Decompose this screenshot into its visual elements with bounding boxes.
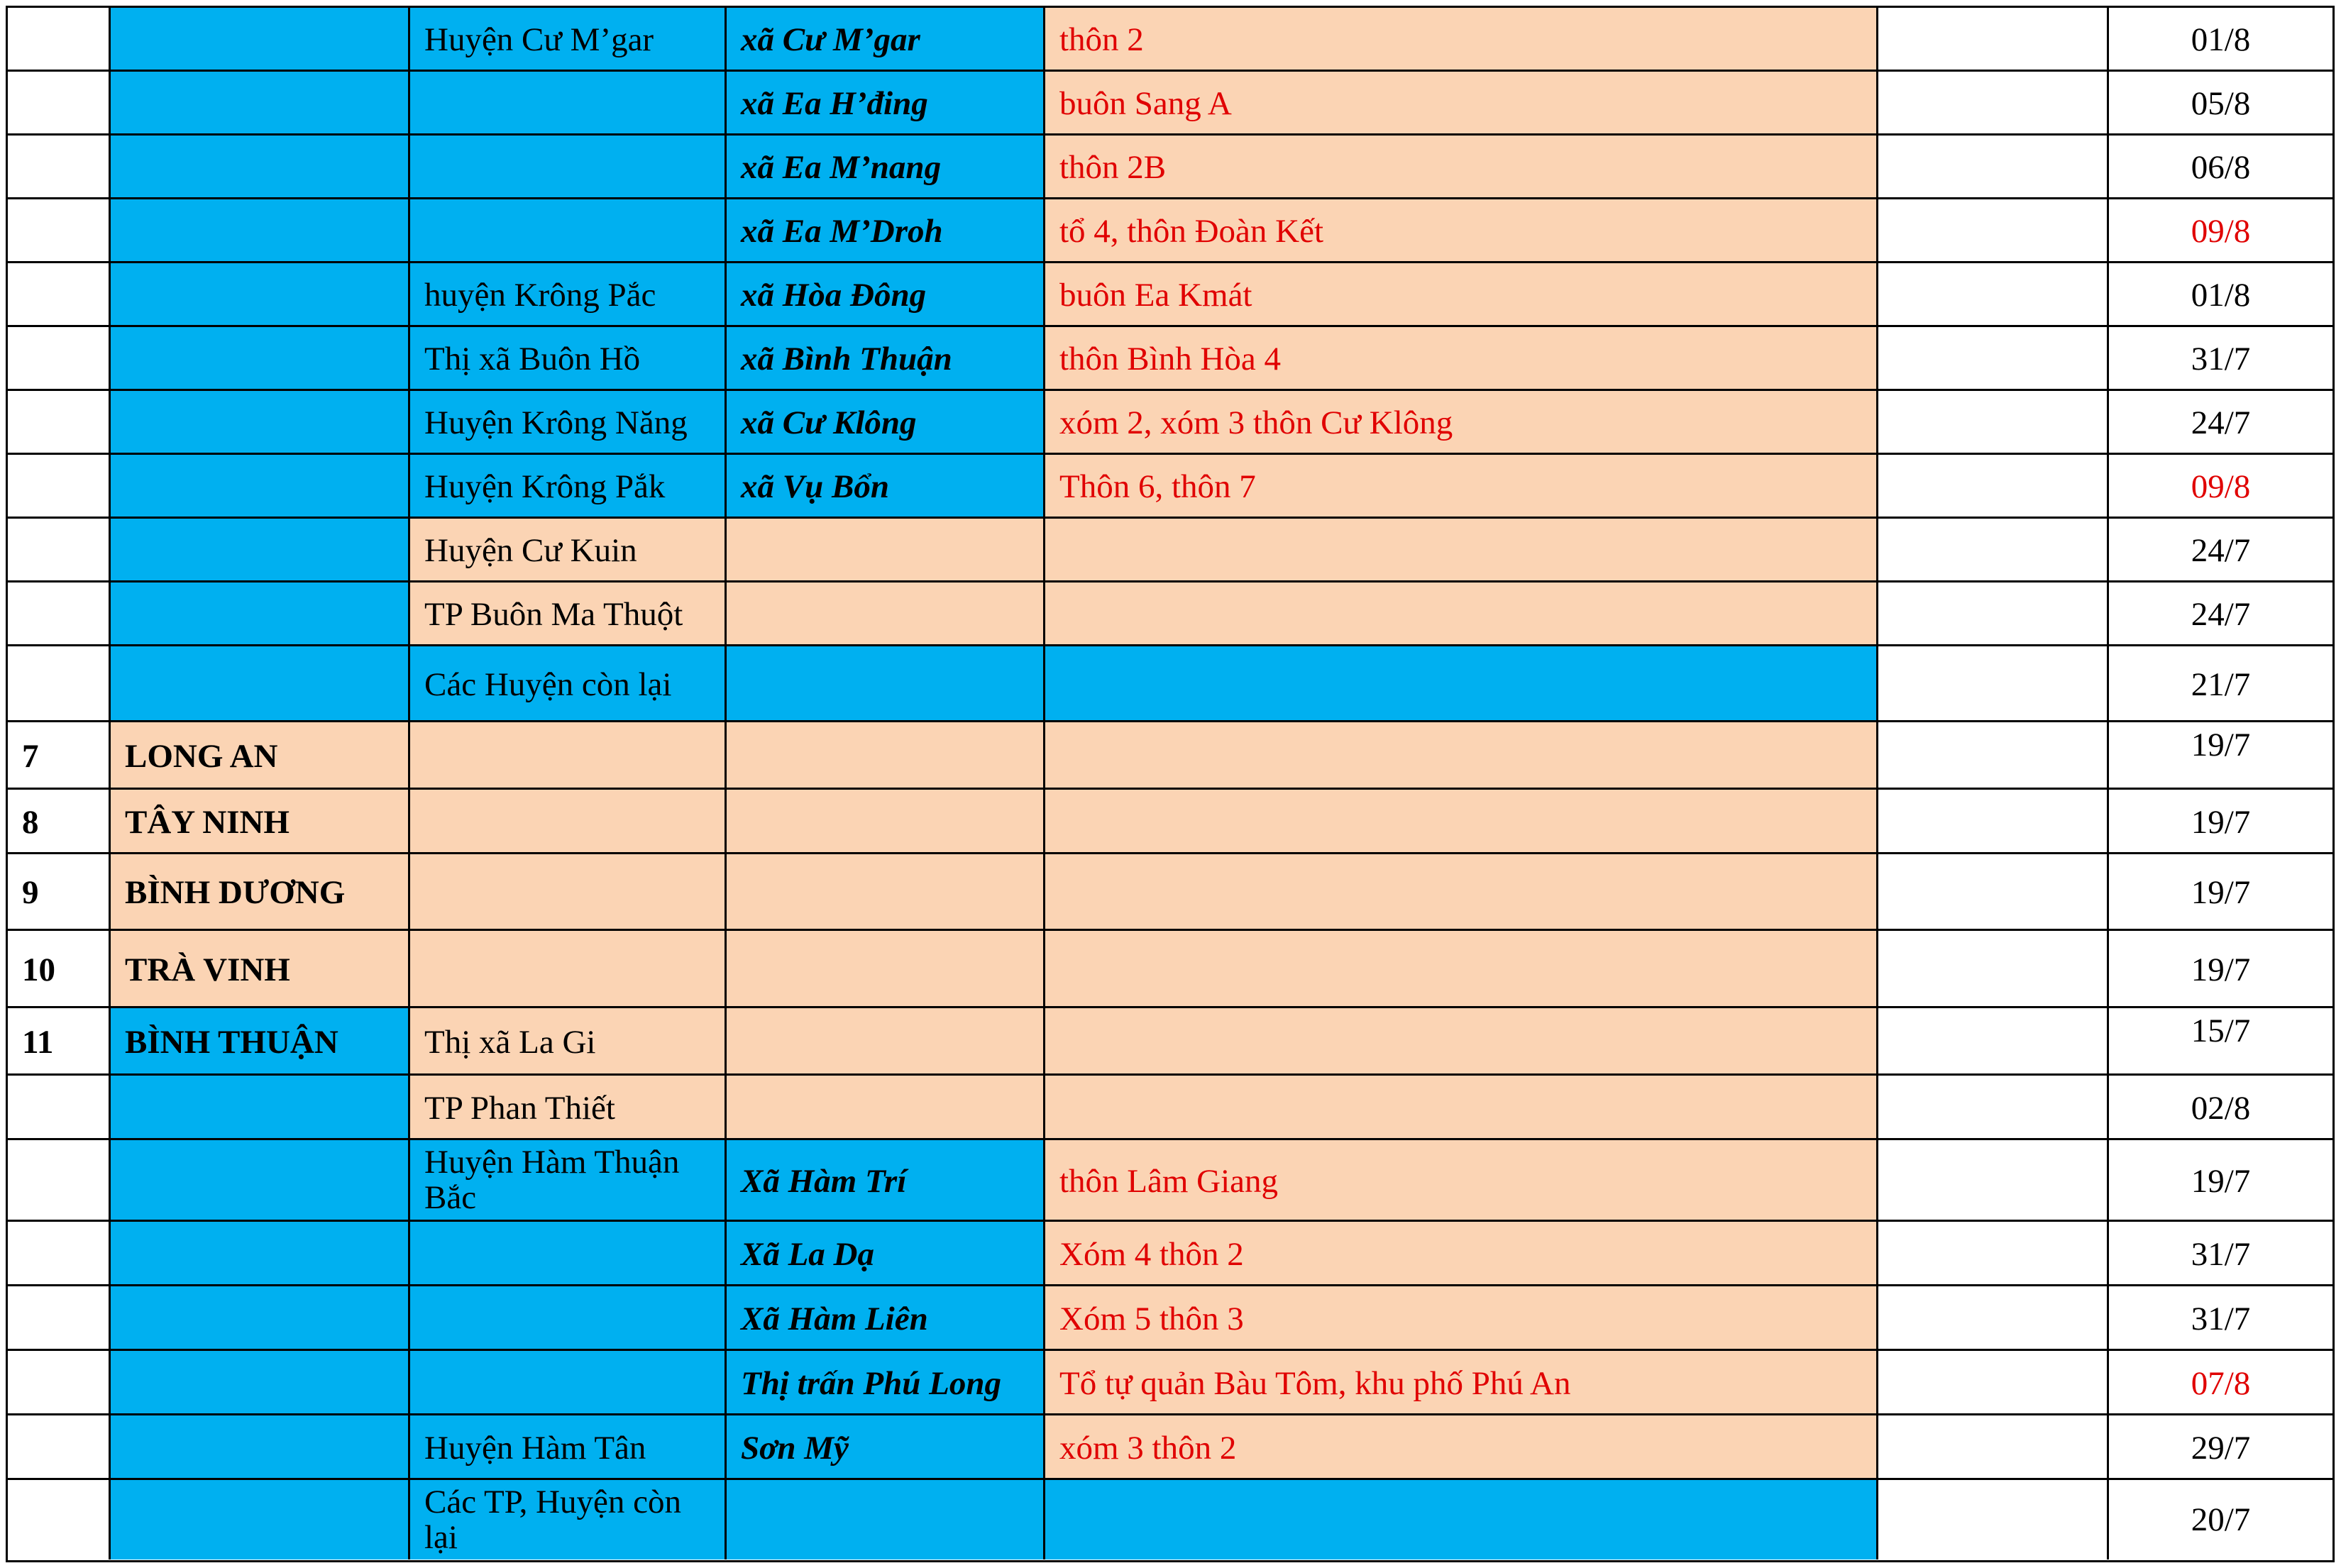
village-cell [1045, 455, 1878, 519]
province-cell [111, 646, 410, 722]
date-cell [2109, 1222, 2332, 1286]
date-cell [2109, 583, 2332, 646]
date-text: 24/7 [2191, 404, 2251, 441]
village-cell [1045, 1008, 1878, 1076]
district-text: Các Huyện còn lại [424, 666, 672, 703]
notes-cell [1878, 790, 2109, 854]
commune-cell [727, 72, 1045, 136]
notes-cell [1878, 1480, 2109, 1559]
district-text: TP Buôn Ma Thuột [424, 596, 683, 633]
district-text: Các TP, Huyện còn lại [424, 1484, 682, 1556]
row-number-cell [8, 199, 111, 263]
commune-text: xã Bình Thuận [741, 341, 952, 377]
commune-text: Thị trấn Phú Long [741, 1365, 1001, 1402]
district-cell [410, 199, 727, 263]
commune-text: xã Ea M’Droh [741, 213, 943, 250]
village-text: tổ 4, thôn Đoàn Kết [1059, 213, 1324, 250]
district-cell [410, 263, 727, 327]
notes-cell [1878, 931, 2109, 1008]
notes-cell [1878, 327, 2109, 391]
notes-cell [1878, 1286, 2109, 1351]
province-cell [111, 391, 410, 455]
province-text: BÌNH THUẬN [125, 1024, 338, 1061]
date-cell [2109, 136, 2332, 199]
province-cell [111, 72, 410, 136]
notes-cell [1878, 583, 2109, 646]
row-number-cell [8, 455, 111, 519]
commune-cell [727, 583, 1045, 646]
row-number-cell [8, 1008, 111, 1076]
province-text: TRÀ VINH [125, 951, 290, 988]
district-text: Huyện Hàm Tân [424, 1430, 646, 1467]
date-text: 31/7 [2191, 1236, 2251, 1273]
row-number-text: 8 [22, 804, 39, 841]
row-number-cell [8, 1140, 111, 1222]
district-text: Huyện Cư M’gar [424, 21, 654, 58]
province-cell [111, 790, 410, 854]
date-text: 31/7 [2191, 341, 2251, 377]
province-cell [111, 1480, 410, 1559]
date-cell [2109, 931, 2332, 1008]
date-text: 29/7 [2191, 1430, 2251, 1467]
date-text: 09/8 [2191, 468, 2251, 505]
district-text: Thị xã La Gi [424, 1024, 596, 1061]
village-text: thôn Bình Hòa 4 [1059, 341, 1282, 377]
date-text: 05/8 [2191, 85, 2251, 122]
date-cell [2109, 854, 2332, 931]
date-text: 19/7 [2191, 727, 2251, 763]
village-text: thôn Lâm Giang [1059, 1163, 1279, 1200]
row-number-cell [8, 1415, 111, 1480]
commune-cell [727, 1286, 1045, 1351]
row-number-cell [8, 1076, 111, 1140]
row-number-cell [8, 136, 111, 199]
province-text: BÌNH DƯƠNG [125, 874, 346, 911]
district-cell [410, 455, 727, 519]
date-cell [2109, 72, 2332, 136]
commune-text: Xã Hàm Liên [741, 1301, 928, 1337]
province-cell [111, 1351, 410, 1415]
row-number-cell [8, 722, 111, 790]
district-cell [410, 8, 727, 72]
province-cell [111, 1222, 410, 1286]
district-cell [410, 1008, 727, 1076]
province-cell [111, 263, 410, 327]
village-cell [1045, 1286, 1878, 1351]
row-number-cell [8, 327, 111, 391]
commune-cell [727, 519, 1045, 583]
village-text: thôn 2B [1059, 149, 1167, 186]
date-cell [2109, 1415, 2332, 1480]
notes-cell [1878, 72, 2109, 136]
commune-cell [727, 1222, 1045, 1286]
commune-cell [727, 646, 1045, 722]
date-text: 02/8 [2191, 1090, 2251, 1127]
date-cell [2109, 1008, 2332, 1076]
district-cell [410, 583, 727, 646]
village-text: buôn Ea Kmát [1059, 277, 1252, 314]
row-number-cell [8, 519, 111, 583]
village-text: Tổ tự quản Bàu Tôm, khu phố Phú An [1059, 1365, 1571, 1402]
province-cell [111, 1076, 410, 1140]
district-cell [410, 722, 727, 790]
row-number-cell [8, 72, 111, 136]
row-number-cell [8, 646, 111, 722]
date-text: 21/7 [2191, 666, 2251, 703]
notes-cell [1878, 263, 2109, 327]
district-cell [410, 519, 727, 583]
province-text: TÂY NINH [125, 804, 290, 841]
village-cell [1045, 790, 1878, 854]
commune-cell [727, 391, 1045, 455]
notes-cell [1878, 391, 2109, 455]
row-number-text: 11 [22, 1024, 54, 1061]
commune-text: xã Hòa Đông [741, 277, 927, 314]
notes-cell [1878, 1008, 2109, 1076]
notes-cell [1878, 455, 2109, 519]
date-cell [2109, 646, 2332, 722]
date-cell [2109, 263, 2332, 327]
date-text: 31/7 [2191, 1301, 2251, 1337]
date-cell [2109, 1286, 2332, 1351]
district-cell [410, 1415, 727, 1480]
village-cell [1045, 199, 1878, 263]
date-cell [2109, 455, 2332, 519]
notes-cell [1878, 854, 2109, 931]
notes-cell [1878, 646, 2109, 722]
date-cell [2109, 1351, 2332, 1415]
village-cell [1045, 931, 1878, 1008]
district-text: Huyện Krông Pắk [424, 468, 666, 505]
notes-cell [1878, 199, 2109, 263]
village-cell [1045, 1222, 1878, 1286]
province-cell [111, 136, 410, 199]
commune-cell [727, 199, 1045, 263]
date-cell [2109, 790, 2332, 854]
notes-cell [1878, 1076, 2109, 1140]
notes-cell [1878, 1222, 2109, 1286]
date-cell [2109, 1480, 2332, 1559]
province-cell [111, 1008, 410, 1076]
village-cell [1045, 1076, 1878, 1140]
district-text: Thị xã Buôn Hồ [424, 341, 641, 377]
village-cell [1045, 1351, 1878, 1415]
date-cell [2109, 391, 2332, 455]
commune-text: Sơn Mỹ [741, 1430, 849, 1467]
date-text: 01/8 [2191, 277, 2251, 314]
district-text: Huyện Krông Năng [424, 404, 688, 441]
commune-cell [727, 1480, 1045, 1559]
commune-cell [727, 854, 1045, 931]
province-cell [111, 722, 410, 790]
district-text: TP Phan Thiết [424, 1090, 615, 1127]
village-cell [1045, 722, 1878, 790]
region-schedule-table [6, 6, 2335, 1562]
commune-cell [727, 790, 1045, 854]
notes-cell [1878, 1415, 2109, 1480]
date-cell [2109, 327, 2332, 391]
date-text: 20/7 [2191, 1501, 2251, 1538]
row-number-text: 7 [22, 738, 39, 775]
village-cell [1045, 136, 1878, 199]
village-cell [1045, 583, 1878, 646]
commune-cell [727, 1415, 1045, 1480]
commune-cell [727, 1351, 1045, 1415]
district-cell [410, 72, 727, 136]
commune-cell [727, 455, 1045, 519]
province-cell [111, 8, 410, 72]
village-cell [1045, 519, 1878, 583]
province-cell [111, 519, 410, 583]
village-cell [1045, 1480, 1878, 1559]
district-cell [410, 931, 727, 1008]
province-cell [111, 1286, 410, 1351]
date-cell [2109, 8, 2332, 72]
commune-cell [727, 1140, 1045, 1222]
row-number-cell [8, 1351, 111, 1415]
date-text: 15/7 [2191, 1012, 2251, 1049]
commune-text: xã Cư M’gar [741, 21, 920, 58]
district-cell [410, 327, 727, 391]
province-cell [111, 1140, 410, 1222]
date-text: 24/7 [2191, 532, 2251, 569]
date-text: 09/8 [2191, 213, 2251, 250]
row-number-cell [8, 790, 111, 854]
row-number-text: 10 [22, 951, 55, 988]
village-text: Xóm 4 thôn 2 [1059, 1236, 1244, 1273]
commune-cell [727, 136, 1045, 199]
district-cell [410, 1351, 727, 1415]
province-cell [111, 1415, 410, 1480]
province-cell [111, 931, 410, 1008]
date-text: 06/8 [2191, 149, 2251, 186]
village-text: Thôn 6, thôn 7 [1059, 468, 1256, 505]
district-cell [410, 790, 727, 854]
province-text: LONG AN [125, 738, 278, 775]
village-cell [1045, 1140, 1878, 1222]
commune-cell [727, 8, 1045, 72]
date-text: 19/7 [2191, 804, 2251, 841]
commune-cell [727, 327, 1045, 391]
row-number-cell [8, 931, 111, 1008]
row-number-cell [8, 854, 111, 931]
row-number-cell [8, 8, 111, 72]
row-number-cell [8, 263, 111, 327]
village-cell [1045, 263, 1878, 327]
district-cell [410, 1286, 727, 1351]
row-number-cell [8, 1480, 111, 1559]
row-number-cell [8, 583, 111, 646]
village-cell [1045, 72, 1878, 136]
row-number-cell [8, 391, 111, 455]
date-text: 01/8 [2191, 21, 2251, 58]
village-text: Xóm 5 thôn 3 [1059, 1301, 1244, 1337]
notes-cell [1878, 519, 2109, 583]
date-cell [2109, 199, 2332, 263]
district-cell [410, 1480, 727, 1559]
commune-text: xã Cư Klông [741, 404, 917, 441]
district-cell [410, 391, 727, 455]
notes-cell [1878, 8, 2109, 72]
commune-cell [727, 1008, 1045, 1076]
province-cell [111, 327, 410, 391]
commune-text: Xã La Dạ [741, 1236, 874, 1273]
village-text: xóm 2, xóm 3 thôn Cư Klông [1059, 404, 1453, 441]
province-cell [111, 455, 410, 519]
date-cell [2109, 519, 2332, 583]
village-text: thôn 2 [1059, 21, 1144, 58]
district-text: huyện Krông Pắc [424, 277, 656, 314]
date-cell [2109, 1076, 2332, 1140]
province-cell [111, 199, 410, 263]
village-cell [1045, 327, 1878, 391]
village-text: buôn Sang A [1059, 85, 1232, 122]
notes-cell [1878, 1351, 2109, 1415]
notes-cell [1878, 1140, 2109, 1222]
district-cell [410, 854, 727, 931]
province-cell [111, 854, 410, 931]
date-text: 19/7 [2191, 1163, 2251, 1200]
date-cell [2109, 722, 2332, 790]
commune-cell [727, 722, 1045, 790]
date-cell [2109, 1140, 2332, 1222]
village-cell [1045, 646, 1878, 722]
district-text: Huyện Cư Kuin [424, 532, 637, 569]
village-cell [1045, 391, 1878, 455]
district-cell [410, 136, 727, 199]
district-cell [410, 1076, 727, 1140]
commune-text: xã Ea H’đing [741, 85, 928, 122]
village-cell [1045, 8, 1878, 72]
village-cell [1045, 854, 1878, 931]
notes-cell [1878, 136, 2109, 199]
village-cell [1045, 1415, 1878, 1480]
commune-text: Xã Hàm Trí [741, 1163, 907, 1200]
commune-text: xã Vụ Bổn [741, 468, 889, 505]
commune-cell [727, 1076, 1045, 1140]
row-number-cell [8, 1286, 111, 1351]
district-cell [410, 1140, 727, 1222]
district-cell [410, 646, 727, 722]
province-cell [111, 583, 410, 646]
date-text: 24/7 [2191, 596, 2251, 633]
notes-cell [1878, 722, 2109, 790]
row-number-text: 9 [22, 874, 39, 911]
date-text: 19/7 [2191, 874, 2251, 911]
date-text: 19/7 [2191, 951, 2251, 988]
village-text: xóm 3 thôn 2 [1059, 1430, 1237, 1467]
commune-cell [727, 263, 1045, 327]
row-number-cell [8, 1222, 111, 1286]
date-text: 07/8 [2191, 1365, 2251, 1402]
district-text: Huyện Hàm Thuận Bắc [424, 1144, 680, 1216]
commune-text: xã Ea M’nang [741, 149, 942, 186]
commune-cell [727, 931, 1045, 1008]
district-cell [410, 1222, 727, 1286]
